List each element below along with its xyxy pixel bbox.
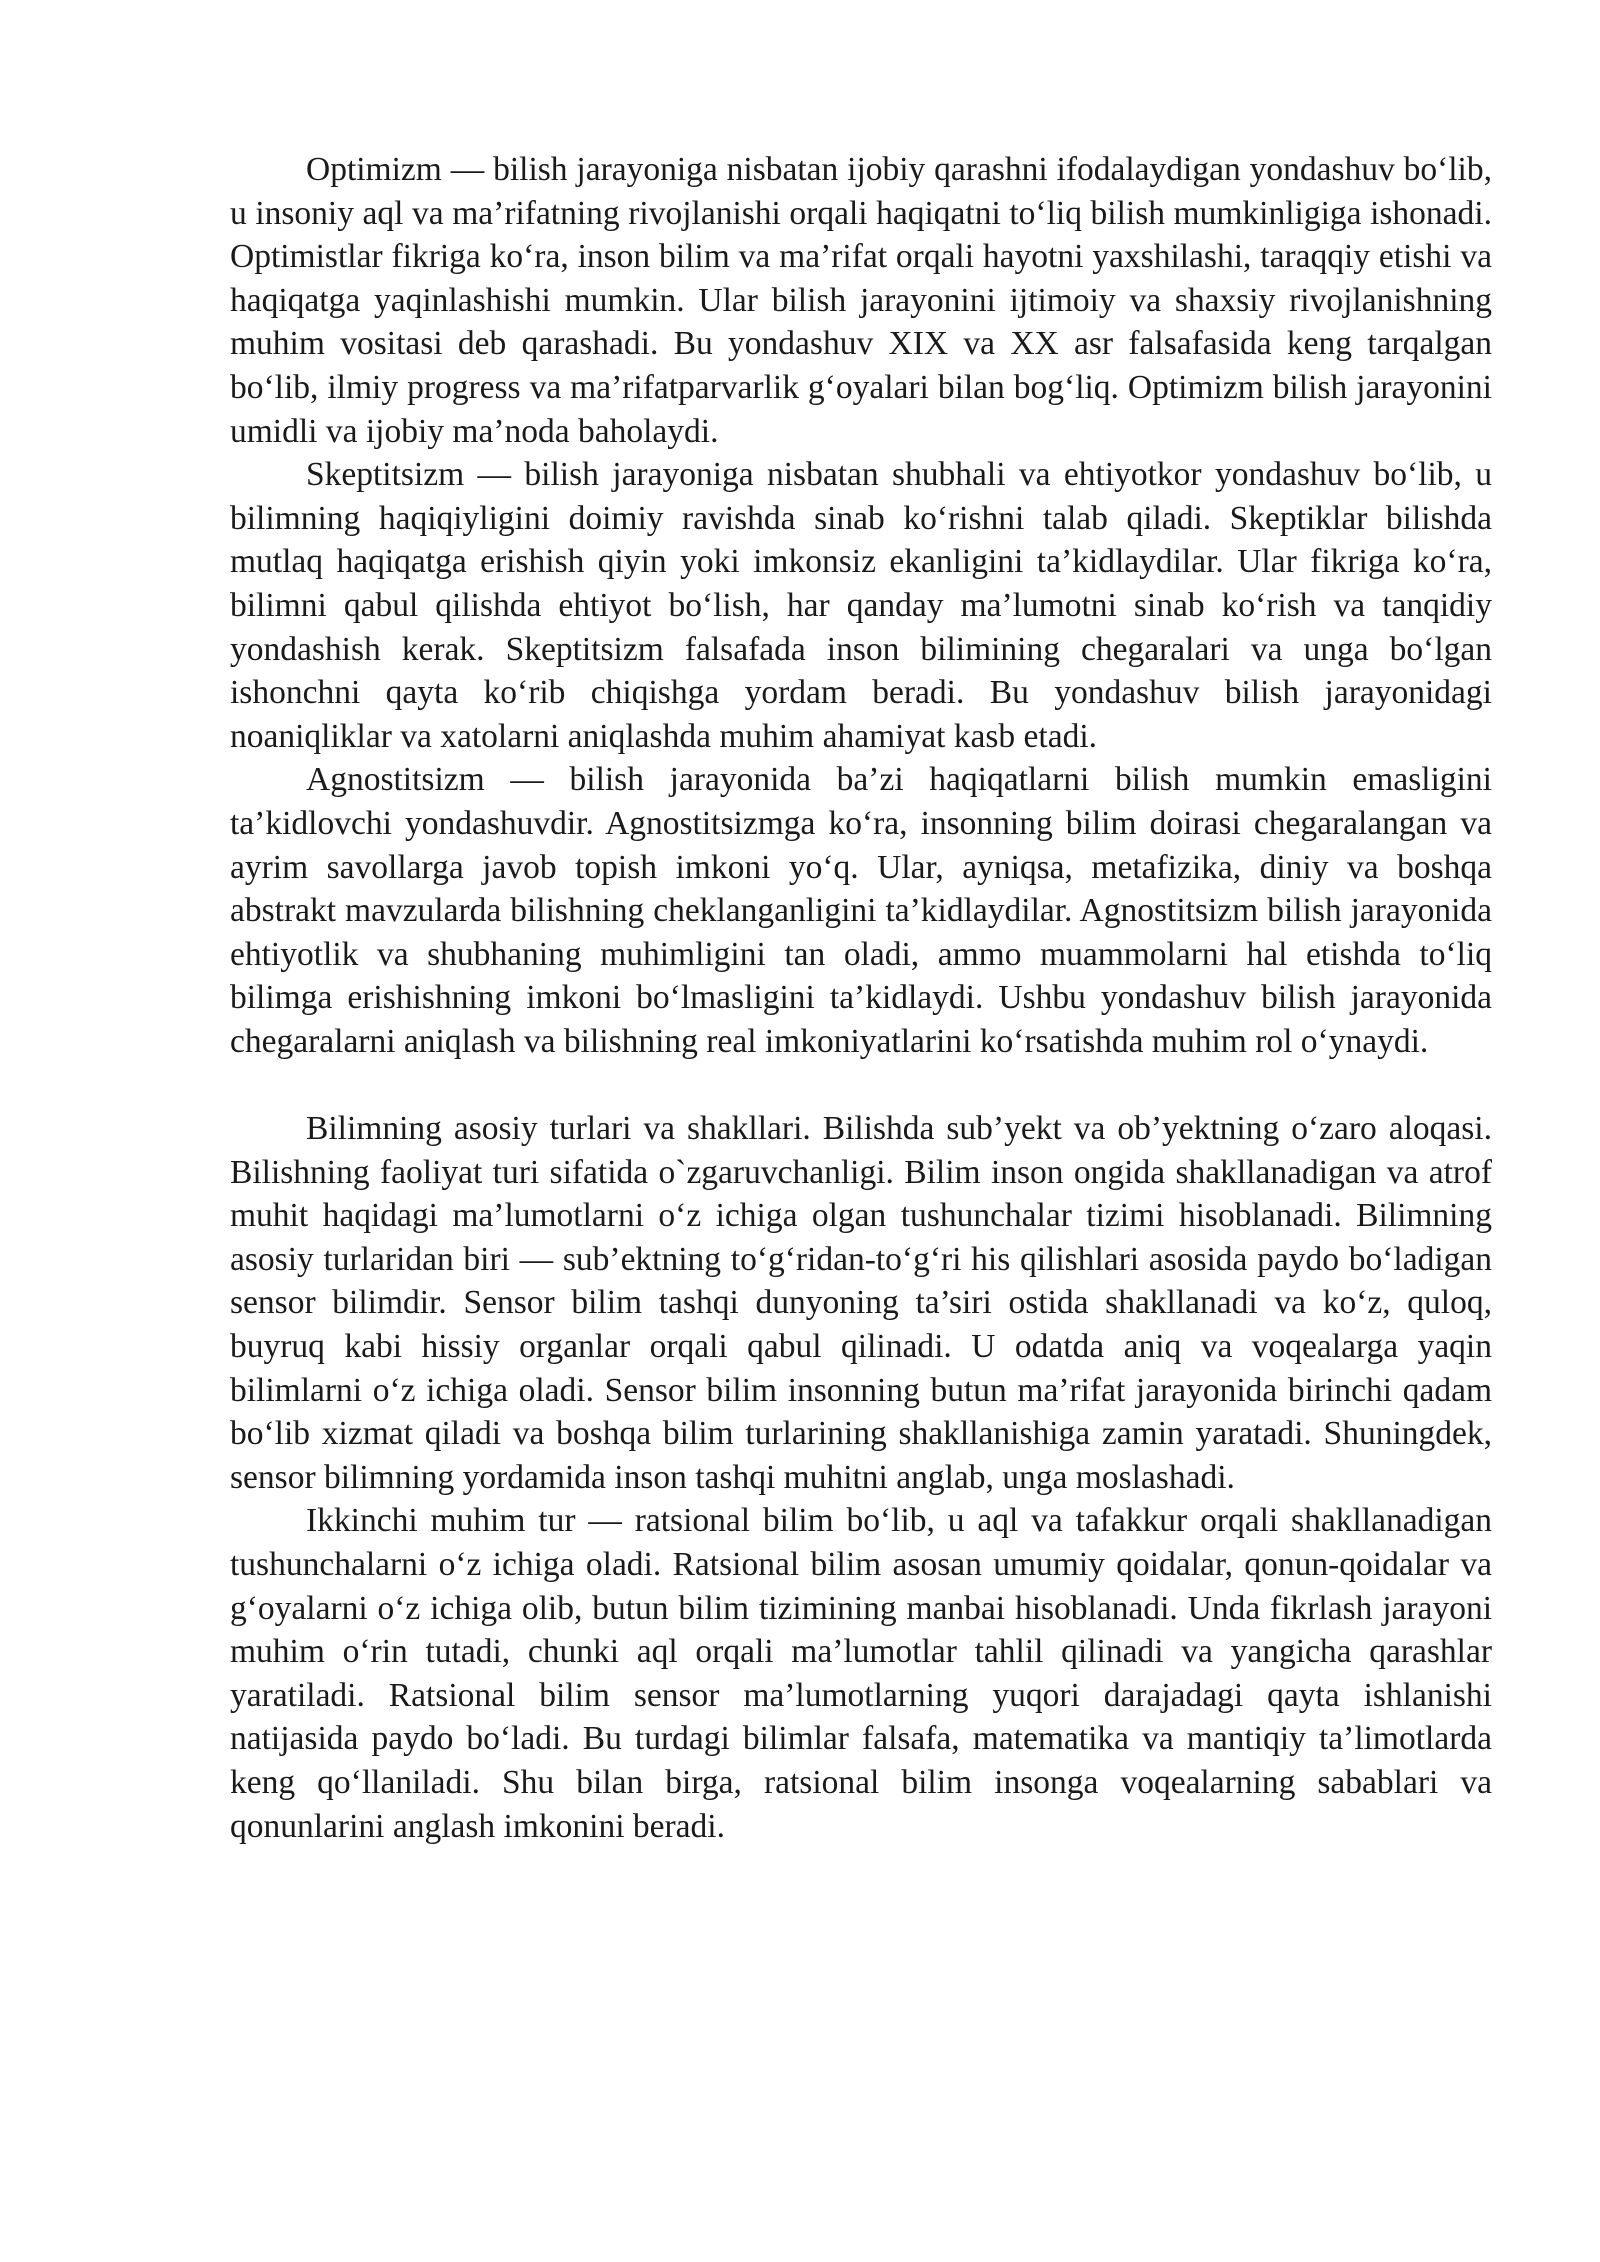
document-page [230,148,1492,1848]
paragraph-agnostitsizm: Agnostitsizm — bilish jarayonida ba’zi haqiqatlarni bilish mumkin emasligini ta’kidlovchi yondashuvdir. Agnostitsizmga ko‘ra, insonning bilim doirasi chegaralangan va ayrim savollarga javob topish imkoni yo‘q. Ular, ayniqsa, metafizika, diniy va boshqa abstrakt mavzularda bilishning cheklanganligini ta’kidlaydilar. Agnostitsizm bilish jarayonida ehtiyotlik va shubhaning muhimligini tan oladi, ammo muammolarni hal etishda to‘liq bilimga erishishning imkoni bo‘lmasligini ta’kidlaydi. Ushbu yondashuv bilish jarayonida chegaralarni aniqlash va bilishning real imkoniyatlarini ko‘rsatishda muhim rol o‘ynaydi. [230,761,1492,1060]
paragraph-bilim-turlari: Bilimning asosiy turlari va shakllari. Bilishda sub’yekt va ob’yektning o‘zaro aloqasi. Bilishning faoliyat turi sifatida o`zgaruvchanligi. Bilim inson ongida shakllanadigan va atrof muhit haqidagi ma’lumotlarni o‘z ichiga olgan tushunchalar tizimi hisoblanadi. Bilimning asosiy turlaridan biri — sub’ektning to‘g‘ridan-to‘g‘ri his qilishlari asosida paydo bo‘ladigan sensor bilimdir. Sensor bilim tashqi dunyoning ta’siri ostida shakllanadi va ko‘z, quloq, buyruq kabi hissiy organlar orqali qabul qilinadi. U odatda aniq va voqealarga yaqin bilimlarni o‘z ichiga oladi. Sensor bilim insonning butun ma’rifat jarayonida birinchi qadam bo‘lib xizmat qiladi va boshqa bilim turlarining shakllanishiga zamin yaratadi. Shuningdek, sensor bilimning yordamida inson tashqi muhitni anglab, unga moslashadi. [230,1110,1492,1496]
paragraph-optimizm: Optimizm — bilish jarayoniga nisbatan ijobiy qarashni ifodalaydigan yondashuv bo‘lib, u insoniy aql va ma’rifatning rivojlanishi orqali haqiqatni to‘liq bilish mumkinligiga ishonadi. Optimistlar fikriga ko‘ra, inson bilim va ma’rifat orqali hayotni yaxshilashi, taraqqiy etishi va haqiqatga yaqinlashishi mumkin. Ular bilish jarayonini ijtimoiy va shaxsiy rivojlanishning muhim vositasi deb qarashadi. Bu yondashuv XIX va XX asr falsafasida keng tarqalgan bo‘lib, ilmiy progress va ma’rifatparvarlik g‘oyalari bilan bog‘liq. Optimizm bilish jarayonini umidli va ijobiy ma’noda baholaydi. [230,151,1492,450]
paragraph-ratsional-bilim: Ikkinchi muhim tur — ratsional bilim bo‘lib, u aql va tafakkur orqali shakllanadigan tushunchalarni o‘z ichiga oladi. Ratsional bilim asosan umumiy qoidalar, qonun-qoidalar va g‘oyalarni o‘z ichiga olib, butun bilim tizimining manbai hisoblanadi. Unda fikrlash jarayoni muhim o‘rin tutadi, chunki aql orqali ma’lumotlar tahlil qilinadi va yangicha qarashlar yaratiladi. Ratsional bilim sensor ma’lumotlarning yuqori darajadagi qayta ishlanishi natijasida paydo bo‘ladi. Bu turdagi bilimlar falsafa, matematika va mantiqiy ta’limotlarda keng qo‘llaniladi. Shu bilan birga, ratsional bilim insonga voqealarning sabablari va qonunlarini anglash imkonini beradi. [230,1502,1492,1845]
paragraph-gap [230,1063,1492,1107]
paragraph-skeptitsizm: Skeptitsizm — bilish jarayoniga nisbatan shubhali va ehtiyotkor yondashuv bo‘lib, u bilimning haqiqiyligini doimiy ravishda sinab ko‘rishni talab qiladi. Skeptiklar bilishda mutlaq haqiqatga erishish qiyin yoki imkonsiz ekanligini ta’kidlaydilar. Ular fikriga ko‘ra, bilimni qabul qilishda ehtiyot bo‘lish, har qanday ma’lumotni sinab ko‘rish va tanqidiy yondashish kerak. Skeptitsizm falsafada inson bilimining chegaralari va unga bo‘lgan ishonchni qayta ko‘rib chiqishga yordam beradi. Bu yondashuv bilish jarayonidagi noaniqliklar va xatolarni aniqlashda muhim ahamiyat kasb etadi. [230,456,1492,755]
